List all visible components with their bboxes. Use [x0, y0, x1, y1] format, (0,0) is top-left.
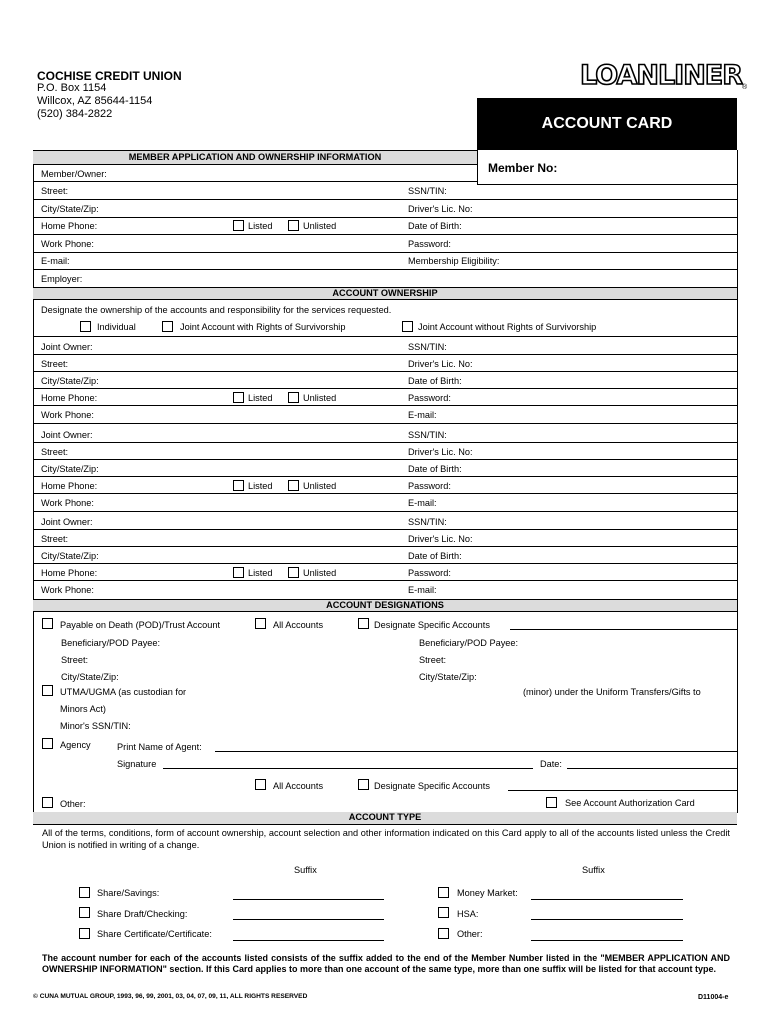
joint-2-unlisted-label: Unlisted — [303, 481, 337, 491]
joint-1-dob-label: Date of Birth: — [408, 376, 462, 386]
joint-with-survivorship-label: Joint Account with Rights of Survivorship — [180, 322, 346, 332]
share-cert-checkbox[interactable] — [79, 928, 90, 939]
share-draft-label: Share Draft/Checking: — [97, 909, 188, 919]
agency-designate-specific-checkbox[interactable] — [358, 779, 369, 790]
dob-label: Date of Birth: — [408, 221, 462, 231]
pod-checkbox[interactable] — [42, 618, 53, 629]
hsa-suffix-line[interactable] — [531, 919, 683, 920]
street-label: Street: — [41, 186, 69, 196]
money-market-suffix-line[interactable] — [531, 899, 683, 900]
joint-3-city-label: City/State/Zip: — [41, 551, 99, 561]
joint-2-street-label: Street: — [41, 447, 69, 457]
section-account-ownership: ACCOUNT OWNERSHIP — [33, 287, 737, 300]
pod-designate-specific-checkbox[interactable] — [358, 618, 369, 629]
joint-3-unlisted-checkbox[interactable] — [288, 567, 299, 578]
copyright: © CUNA MUTUAL GROUP, 1993, 96, 99, 2001, 03, 04, 07, 09, 11, ALL RIGHTS RESERVED — [33, 993, 308, 1000]
section-account-type: ACCOUNT TYPE — [33, 812, 737, 825]
account-card-title: ACCOUNT CARD — [541, 115, 673, 132]
joint-2-ssn-label: SSN/TIN: — [408, 430, 447, 440]
other-designation-checkbox[interactable] — [42, 797, 53, 808]
unlisted-label: Unlisted — [303, 221, 337, 231]
signature-label: Signature — [117, 759, 157, 769]
joint-1-email-label: E-mail: — [408, 410, 437, 420]
joint-3-home-phone-label: Home Phone: — [41, 568, 98, 578]
individual-label: Individual — [97, 322, 136, 332]
form-number: D11004-e — [698, 994, 729, 1001]
section-member-application: MEMBER APPLICATION AND OWNERSHIP INFORMATION — [33, 150, 477, 165]
work-phone-label: Work Phone: — [41, 239, 94, 249]
password-label: Password: — [408, 239, 451, 249]
member-owner-label: Member/Owner: — [41, 169, 107, 179]
agency-all-accounts-label: All Accounts — [273, 781, 324, 791]
beneficiary-1-street-label: Street: — [61, 655, 89, 665]
date-label: Date: — [540, 759, 562, 769]
eligibility-label: Membership Eligibility: — [408, 256, 500, 266]
joint-2-work-phone-label: Work Phone: — [41, 498, 94, 508]
account-number-paragraph: The account number for each of the accounts listed consists of the suffix added to the end of the Member Number listed in the "MEMBER APPLICATION AND OWNERSHIP INFORMATION" section. If this Card applies to more than one account of the same type, more than one suffix will be listed for that account type. — [42, 953, 730, 974]
org-name: COCHISE CREDIT UNION — [37, 69, 182, 83]
joint-3-street-label: Street: — [41, 534, 69, 544]
city-label: City/State/Zip: — [41, 204, 99, 214]
account-type-paragraph: All of the terms, conditions, form of account ownership, account selection and other information indicated on this Card apply to all of the accounts listed unless the Credit Union is notified in writing of a change. — [42, 828, 730, 850]
joint-1-city-label: City/State/Zip: — [41, 376, 99, 386]
money-market-checkbox[interactable] — [438, 887, 449, 898]
joint-3-unlisted-label: Unlisted — [303, 568, 337, 578]
org-address-2: Willcox, AZ 85644-1154 — [37, 95, 153, 107]
org-address-1: P.O. Box 1154 — [37, 82, 107, 94]
agent-name-line[interactable] — [215, 751, 737, 752]
pod-all-accounts-label: All Accounts — [273, 620, 324, 630]
individual-checkbox[interactable] — [80, 321, 91, 332]
beneficiary-1-city-label: City/State/Zip: — [61, 672, 119, 682]
share-cert-label: Share Certificate/Certificate: — [97, 929, 212, 939]
logo-text: LOANLINER — [580, 60, 743, 91]
ownership-instruction: Designate the ownership of the accounts and responsibility for the services requested. — [41, 305, 392, 315]
minor-ssn-label: Minor's SSN/TIN: — [60, 721, 131, 731]
logo-mark: ® — [742, 84, 748, 91]
share-savings-suffix-line[interactable] — [233, 899, 384, 900]
joint-3-listed-checkbox[interactable] — [233, 567, 244, 578]
joint-1-listed-label: Listed — [248, 393, 273, 403]
agency-specific-accounts-line[interactable] — [508, 790, 737, 791]
beneficiary-1-label: Beneficiary/POD Payee: — [61, 638, 161, 648]
joint-2-listed-label: Listed — [248, 481, 273, 491]
pod-label: Payable on Death (POD)/Trust Account — [60, 620, 221, 630]
joint-owner-1-label: Joint Owner: — [41, 342, 93, 352]
joint-3-work-phone-label: Work Phone: — [41, 585, 94, 595]
joint-1-unlisted-label: Unlisted — [303, 393, 337, 403]
other-designation-label: Other: — [60, 799, 86, 809]
joint-1-unlisted-checkbox[interactable] — [288, 392, 299, 403]
other-type-label: Other: — [457, 929, 483, 939]
joint-2-home-phone-label: Home Phone: — [41, 481, 98, 491]
joint-owner-2-label: Joint Owner: — [41, 430, 93, 440]
member-no-label: Member No: — [488, 161, 558, 175]
other-type-suffix-line[interactable] — [531, 940, 683, 941]
utma-right-label: (minor) under the Uniform Transfers/Gifts to — [523, 687, 701, 697]
joint-1-listed-checkbox[interactable] — [233, 392, 244, 403]
employer-label: Employer: — [41, 274, 83, 284]
suffix-right-label: Suffix — [582, 865, 605, 875]
share-draft-suffix-line[interactable] — [233, 919, 384, 920]
share-savings-checkbox[interactable] — [79, 887, 90, 898]
hsa-label: HSA: — [457, 909, 479, 919]
joint-1-home-phone-label: Home Phone: — [41, 393, 98, 403]
section-account-designations: ACCOUNT DESIGNATIONS — [33, 599, 737, 612]
joint-2-unlisted-checkbox[interactable] — [288, 480, 299, 491]
suffix-left-label: Suffix — [294, 865, 317, 875]
joint-3-dob-label: Date of Birth: — [408, 551, 462, 561]
joint-3-drivers-lic-label: Driver's Lic. No: — [408, 534, 473, 544]
joint-2-dob-label: Date of Birth: — [408, 464, 462, 474]
agency-all-accounts-checkbox[interactable] — [255, 779, 266, 790]
share-cert-suffix-line[interactable] — [233, 940, 384, 941]
utma-label: UTMA/UGMA (as custodian for — [60, 687, 187, 697]
beneficiary-2-label: Beneficiary/POD Payee: — [419, 638, 519, 648]
home-phone-label: Home Phone: — [41, 221, 98, 231]
joint-3-email-label: E-mail: — [408, 585, 437, 595]
pod-specific-accounts-line[interactable] — [510, 629, 737, 630]
joint-3-password-label: Password: — [408, 568, 451, 578]
share-savings-label: Share/Savings: — [97, 888, 160, 898]
joint-2-email-label: E-mail: — [408, 498, 437, 508]
date-line[interactable] — [567, 768, 737, 769]
see-auth-card-label: See Account Authorization Card — [565, 798, 695, 808]
joint-2-drivers-lic-label: Driver's Lic. No: — [408, 447, 473, 457]
minors-act-label: Minors Act) — [60, 704, 106, 714]
joint-1-drivers-lic-label: Driver's Lic. No: — [408, 359, 473, 369]
unlisted-checkbox[interactable] — [288, 220, 299, 231]
drivers-lic-label: Driver's Lic. No: — [408, 204, 473, 214]
agency-label: Agency — [60, 740, 91, 750]
joint-owner-3-label: Joint Owner: — [41, 517, 93, 527]
joint-1-work-phone-label: Work Phone: — [41, 410, 94, 420]
pod-designate-specific-label: Designate Specific Accounts — [374, 620, 490, 630]
share-draft-checkbox[interactable] — [79, 907, 90, 918]
joint-1-street-label: Street: — [41, 359, 69, 369]
other-type-checkbox[interactable] — [438, 928, 449, 939]
joint-with-survivorship-checkbox[interactable] — [162, 321, 173, 332]
utma-checkbox[interactable] — [42, 685, 53, 696]
joint-1-ssn-label: SSN/TIN: — [408, 342, 447, 352]
org-phone: (520) 384-2822 — [37, 108, 113, 120]
loanliner-logo — [580, 60, 748, 96]
money-market-label: Money Market: — [457, 888, 518, 898]
see-auth-card-checkbox[interactable] — [546, 797, 557, 808]
agency-checkbox[interactable] — [42, 738, 53, 749]
listed-label: Listed — [248, 221, 273, 231]
joint-3-ssn-label: SSN/TIN: — [408, 517, 447, 527]
listed-checkbox[interactable] — [233, 220, 244, 231]
account-card-title-box — [477, 98, 737, 150]
email-label: E-mail: — [41, 256, 70, 266]
agent-name-label: Print Name of Agent: — [117, 742, 202, 752]
hsa-checkbox[interactable] — [438, 907, 449, 918]
joint-2-password-label: Password: — [408, 481, 451, 491]
beneficiary-2-street-label: Street: — [419, 655, 447, 665]
signature-line[interactable] — [163, 768, 533, 769]
joint-without-survivorship-checkbox[interactable] — [402, 321, 413, 332]
beneficiary-2-city-label: City/State/Zip: — [419, 672, 477, 682]
joint-2-listed-checkbox[interactable] — [233, 480, 244, 491]
joint-1-password-label: Password: — [408, 393, 451, 403]
joint-3-listed-label: Listed — [248, 568, 273, 578]
pod-all-accounts-checkbox[interactable] — [255, 618, 266, 629]
joint-2-city-label: City/State/Zip: — [41, 464, 99, 474]
agency-designate-specific-label: Designate Specific Accounts — [374, 781, 490, 791]
ssn-label: SSN/TIN: — [408, 186, 447, 196]
joint-without-survivorship-label: Joint Account without Rights of Survivorship — [418, 322, 597, 332]
